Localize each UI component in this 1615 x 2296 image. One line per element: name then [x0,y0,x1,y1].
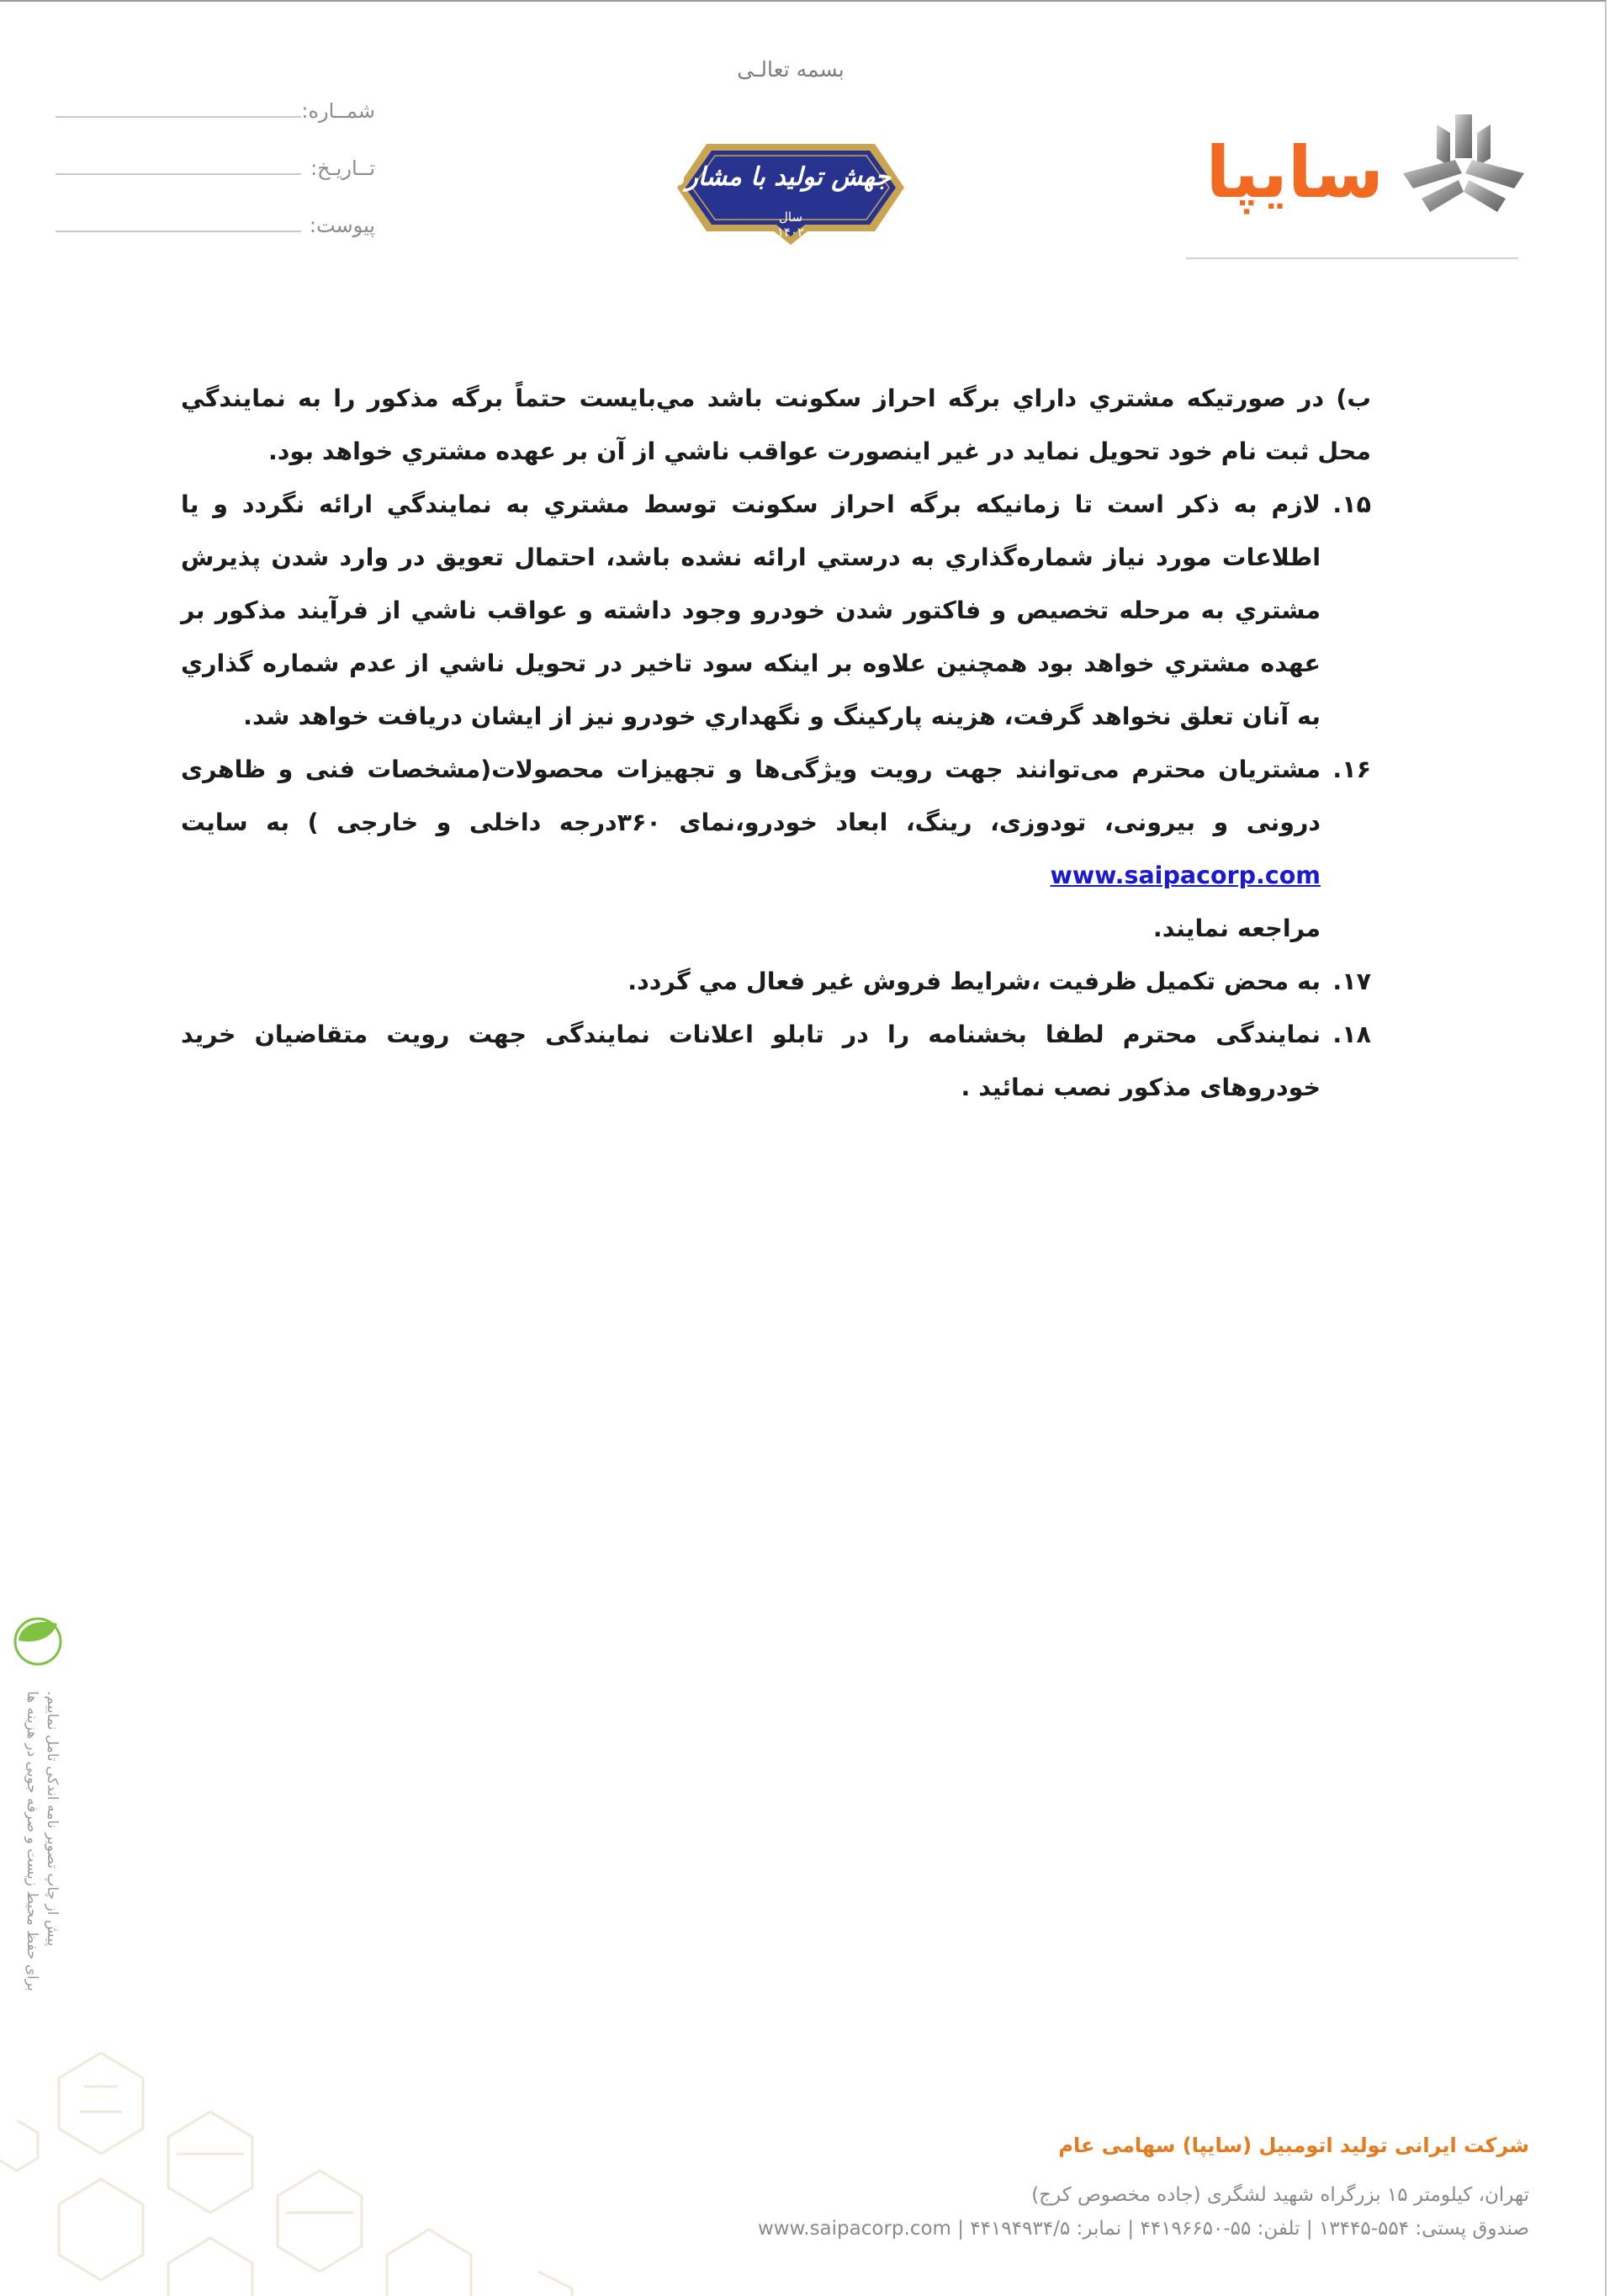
item-number: ۱۸. [1332,1021,1371,1048]
attachment-field [56,214,375,247]
attachment-line [56,231,301,232]
item-text: لازم به ذکر است تا زمانيكه برگه احراز سكونت توسط مشتري به نمايندگي ارائه نگردد و يا اطلاعات مورد نياز شماره‌گذاري به درستي ارائه نشده باشد، احتمال تعويق در وارد شدن پذيرش مشتري به مرحله تخصيص و فاكتور شدن خودرو وجود داشته و عواقب ناشي از فرآيند مذكور بر عهده مشتري خواهد بود همچنين علاوه بر اينكه سود تاخير در تحويل ناشي از عدم شماره گذاري به آنان تعلق نخواهد گرفت، هزينه پاركينگ و نگهداري خودرو نيز از ايشان دريافت خواهد شد. [181,490,1321,730]
item-text: مشتریان محترم می‌توانند جهت رویت ویژگی‌ها و تجهیزات محصولات(مشخصات فنی و ظاهری درونی و بیرونی، تودوزی، رینگ، ابعاد خودرو،نمای ۳۶۰درجه داخلی و خارجی ) به سایت [181,756,1321,836]
list-item-16 [181,743,1371,955]
item-text-continued: مراجعه نمایند. [1152,915,1321,942]
number-field [56,99,375,133]
saipacorp-link[interactable]: www.saipacorp.com [1050,862,1321,889]
environment-note-line-1: برای حفظ محیط زیست و صرفه جویی در هزینه ها [24,1691,40,1991]
brand-divider [1186,257,1518,259]
item-number: ۱۷. [1332,968,1371,995]
letter-body [181,372,1371,1114]
item-number: ۱۶. [1332,756,1371,783]
item-text: به محض تكميل ظرفيت ،شرايط فروش غير فعال مي گردد. [627,968,1321,995]
item-number: ۱۵. [1332,490,1371,518]
footer-address: تهران، کیلومتر ۱۵ بزرگراه شهید لشگری (جاده مخصوص کرج) [1031,2184,1529,2206]
basmala-heading: بسمه تعالـی [737,57,845,82]
item-text: نمایندگی محترم لطفا بخشنامه را در تابلو اعلانات نمایندگی جهت رویت متقاضیان خرید خودروهای مذکور نصب نمائید . [181,1021,1321,1101]
date-label: تــاریـخ: [310,156,375,180]
list-item-17 [181,955,1371,1008]
date-line [56,173,301,175]
list-item-18 [181,1008,1371,1114]
emblem-year: سال ۱۴۰۲ [776,209,805,240]
number-line [56,116,301,118]
list-item-15 [181,478,1371,743]
decorative-pattern-icon [0,2036,589,2296]
leaf-icon [10,1614,66,1669]
paragraph-b: ب) در صورتيكه مشتري داراي برگه احراز سكونت باشد مي‌بايست حتماً برگه مذكور را به نمايندگي محل ثبت نام خود تحويل نمايد در غير اينصورت عواقب ناشي از آن بر عهده مشتري خواهد بود. [181,384,1371,465]
attachment-label: پیوست: [309,214,375,237]
environment-note-line-2: پیش از چاپ تصویر نامه اندکی تامل نماییم. [44,1691,61,1947]
year-slogan-emblem [585,129,921,247]
emblem-title: جهش تولید با مشارکت مردم [585,162,891,192]
saipa-logo-icon [1396,108,1531,230]
brand-name: سایپا [1205,131,1384,214]
footer-contact: صندوق پستی: ۵۵۴-۱۳۴۴۵ | تلفن: ۵۵-۴۴۱۹۶۶۵۰ | نمابر: ۴۴۱۹۴۹۳۴/۵ | www.saipacorp.com [757,2218,1529,2240]
footer-company: شرکت ایرانی تولید اتومبیل (سایپا) سهامی عام [1058,2134,1529,2157]
number-label: شمــاره: [301,99,375,123]
date-field [56,156,375,190]
environment-note [12,1691,62,2011]
